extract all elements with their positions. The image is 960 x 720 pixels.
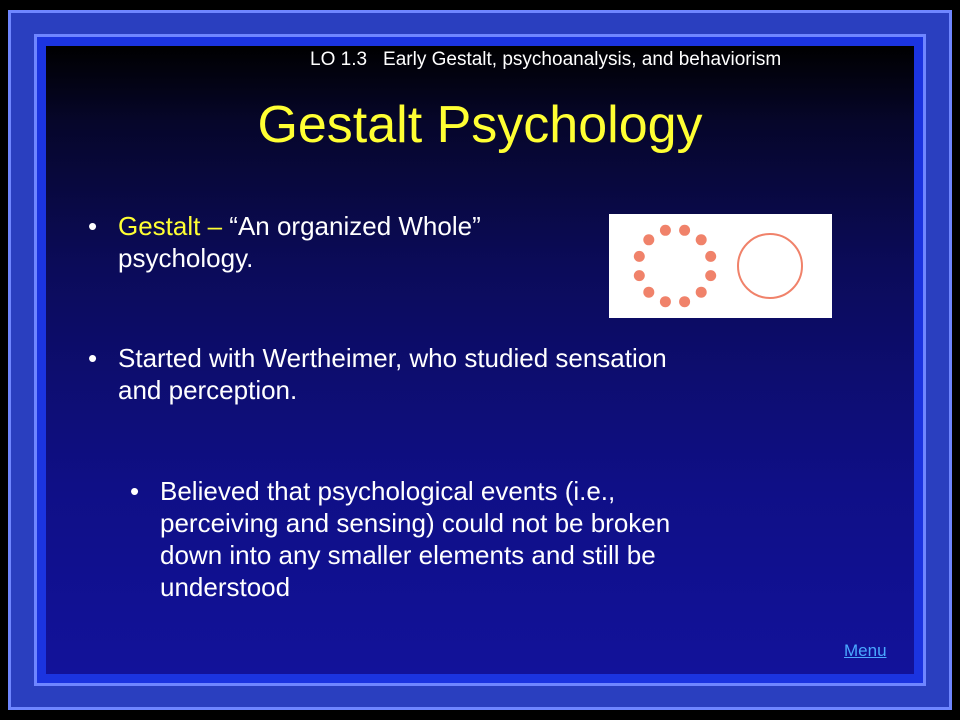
figure-dot (643, 287, 654, 298)
figure-dot (643, 234, 654, 245)
bullet-text: Started with Wertheimer, who studied sensation and perception. (118, 343, 667, 405)
figure-dot (660, 296, 671, 307)
menu-link[interactable]: Menu (844, 641, 887, 660)
lo-code: LO 1.3 (310, 49, 368, 70)
slide-title: Gestalt Psychology (257, 96, 703, 154)
bullet-text: Believed that psychological events (i.e., perceiving and sensing) could not be broken down into any smaller elements and still be understood (160, 476, 671, 602)
dot-circle (634, 225, 716, 307)
gestalt-term: Gestalt – (118, 211, 230, 241)
bullet-dot: • (88, 211, 98, 241)
bullet-belief (130, 475, 730, 603)
bullet-dot: • (88, 343, 98, 373)
figure-dot (679, 225, 690, 236)
gestalt-definition: “An organized Whole” psychology. (118, 211, 481, 273)
figure-dot (634, 270, 645, 281)
figure-dot (634, 251, 645, 262)
figure-dot (696, 287, 707, 298)
learning-objective-header (310, 49, 781, 71)
continuous-circle (738, 234, 802, 298)
bullet-wertheimer (88, 342, 698, 406)
closure-illustration (609, 214, 832, 318)
figure-dot (660, 225, 671, 236)
figure-dot (705, 270, 716, 281)
lo-title: Early Gestalt, psychoanalysis, and behaviorism (383, 49, 782, 70)
figure-dot (679, 296, 690, 307)
bullet-dot: • (130, 476, 140, 506)
figure-dot (696, 234, 707, 245)
bullet-gestalt-definition (88, 210, 598, 274)
figure-dot (705, 251, 716, 262)
gestalt-closure-figure (609, 214, 832, 318)
